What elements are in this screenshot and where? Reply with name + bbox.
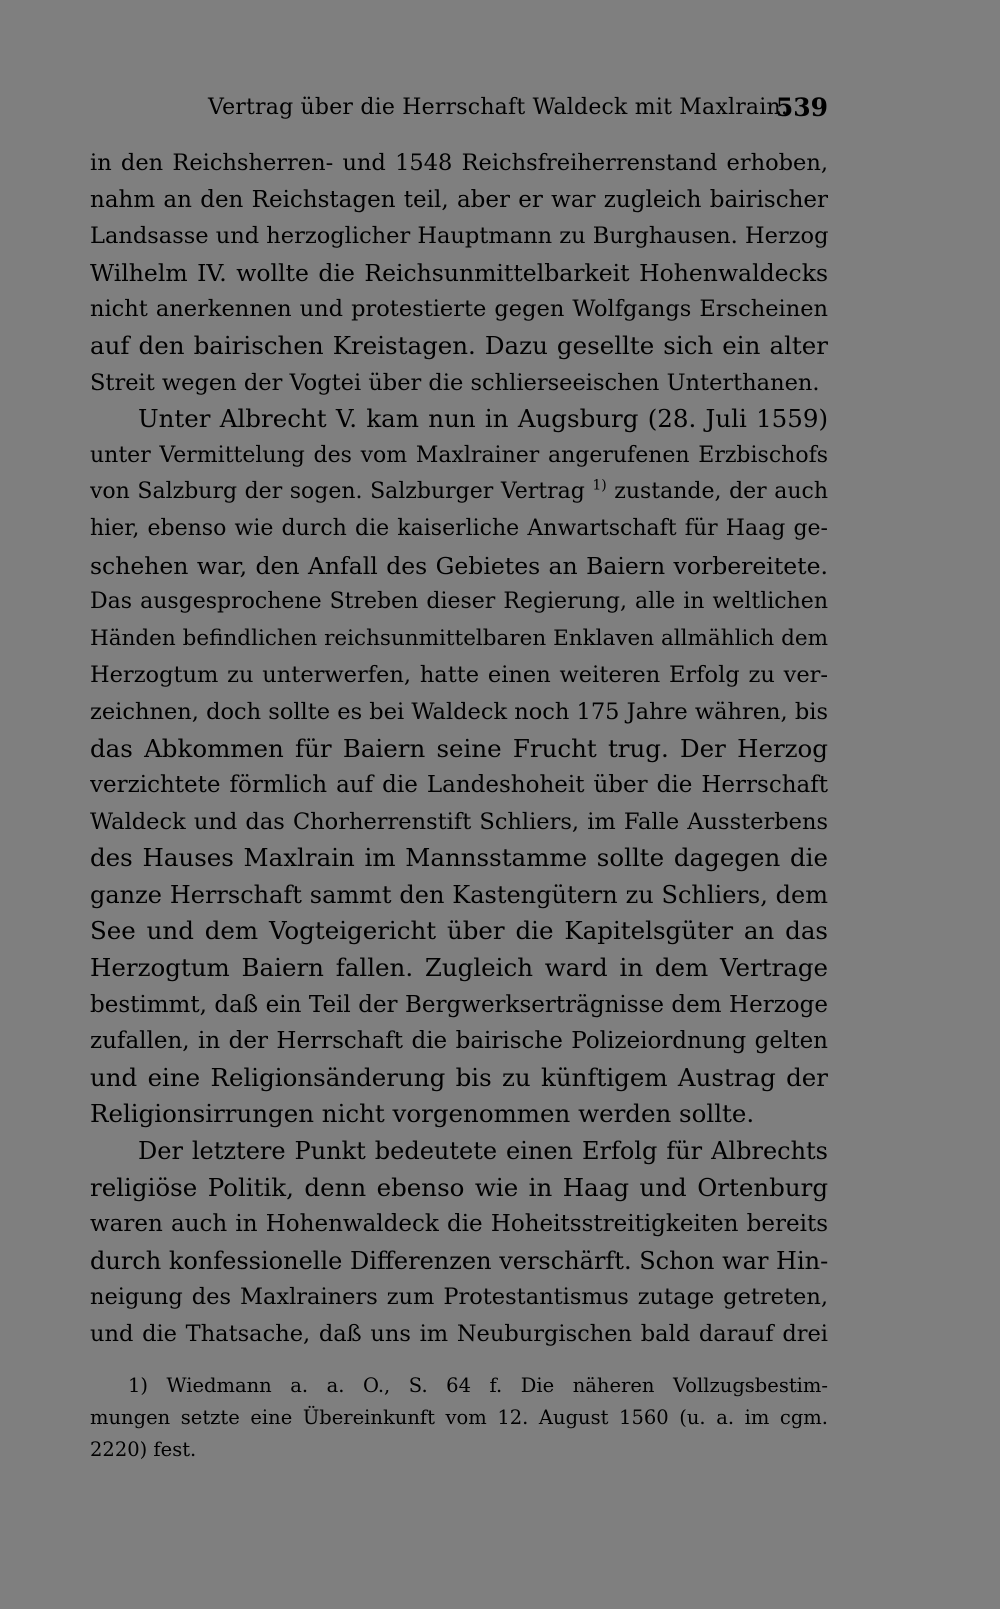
text-line: ganze Herrschaft sammt den Kastengütern zu Schliers, dem [90,880,828,909]
text-line: religiöse Politik, denn ebenso wie in Haag und Ortenburg [90,1172,828,1202]
text-line: auf den bairischen Kreistagen. Dazu gesellte sich ein alter [90,330,828,360]
text-line-with-footnote-ref [90,474,828,511]
text-line: schehen war, den Anfall des Gebietes an Baiern vorbereitete. [90,551,828,580]
text-line: Wilhelm IV. wollte die Reichsunmittelbarkeit Hohenwaldecks [90,258,828,287]
text-line: Herzogtum Baiern fallen. Zugleich ward in dem Vertrage [90,953,828,983]
text-line: verzichtete förmlich auf die Landeshoheit über die Herrschaft [90,772,828,799]
text-line: Streit wegen der Vogtei über die schlierseeischen Unterthanen. [90,369,820,396]
text-line: das Abkommen für Baiern seine Frucht trug. Der Herzog [90,733,828,763]
text-line: neigung des Maxlrainers zum Protestantismus zutage getreten, [90,1284,828,1311]
text-line: des Hauses Maxlrain im Mannsstamme sollte dagegen die [90,843,828,873]
text-line: nahm an den Reichstagen teil, aber er war zugleich bairischer [90,186,828,213]
text-line: unter Vermittelung des vom Maxlrainer angerufenen Erzbischofs [90,442,828,468]
footnote-line: mungen setzte eine Übereinkunft vom 12. August 1560 (u. a. im cgm. [90,1406,828,1429]
footnotes [90,1370,828,1466]
footnote-line: 2220) fest. [90,1438,197,1461]
text-line: in den Reichsherren- und 1548 Reichsfreiherrenstand erhoben, [90,150,828,176]
text-line: Händen befindlichen reichsunmittelbaren Enklaven allmählich dem [90,625,828,651]
text-line: Der letztere Punkt bedeutete einen Erfolg für Albrechts [138,1137,828,1166]
text-line: zeichnen, doch sollte es bei Waldeck noch 175 Jahre währen, bis [90,698,828,725]
running-head [90,88,828,128]
footnote-line: 1) Wiedmann a. a. O., S. 64 f. Die näheren Vollzugsbestim- [128,1374,828,1397]
text-line: Waldeck und das Chorherrenstift Schliers, im Falle Aussterbens [90,808,828,835]
text-line: zufallen, in der Herrschaft die bairische Polizeiordnung gelten [90,1028,828,1055]
text-line: Landsasse und herzoglicher Hauptmann zu Burghausen. Herzog [90,223,828,250]
text-line: Religionsirrungen nicht vorgenommen werden sollte. [90,1099,755,1129]
text-segment: von Salzburg der sogen. Salzburger Vertrag [90,479,585,505]
text-line: und die Thatsache, daß uns im Neuburgischen bald darauf drei [90,1321,828,1347]
text-line: nicht anerkennen und protestierte gegen Wolfgangs Erscheinen [90,296,828,323]
text-line: Herzogtum zu unterwerfen, hatte einen weiteren Erfolg zu ver- [90,662,828,689]
text-line: und eine Religionsänderung bis zu künftigem Austrag der [90,1062,828,1092]
footnote-reference-marker: 1) [592,478,607,495]
body-text [90,145,828,1353]
text-line: waren auch in Hohenwaldeck die Hoheitsstreitigkeiten bereits [90,1211,828,1238]
text-line: Unter Albrecht V. kam nun in Augsburg (28. Juli 1559) [138,404,828,434]
text-line: hier, ebenso wie durch die kaiserliche Anwartschaft für Haag ge- [90,515,828,541]
text-line: bestimmt, daß ein Teil der Bergwerkserträgnisse dem Herzoge [90,991,828,1018]
text-segment: zustande, der auch [606,479,828,505]
text-line: See und dem Vogteigericht über die Kapitelsgüter an das [90,916,828,946]
text-line: durch konfessionelle Differenzen verschärft. Schon war Hin- [90,1246,828,1275]
page-number: 539 [775,93,828,122]
running-head-title: Vertrag über die Herrschaft Waldeck mit Maxlrain. [208,95,789,120]
text-line: Das ausgesprochene Streben dieser Regierung, alle in weltlichen [90,589,828,615]
